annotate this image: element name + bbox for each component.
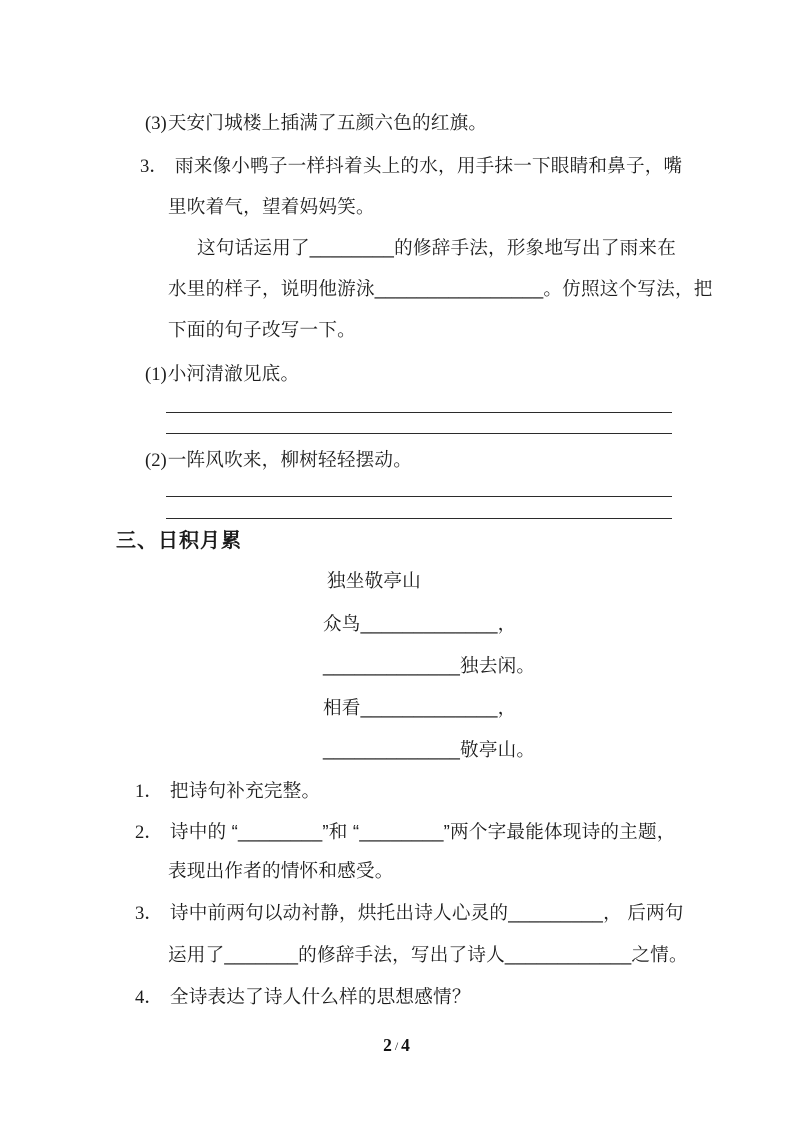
rewrite-item-1-line [145, 362, 299, 386]
question-4-text: 全诗表达了诗人什么样的思想感情？ [169, 986, 471, 1007]
question-3-line-2: 运用了_______的修辞手法，写出了诗人____________之情。 [168, 944, 688, 965]
answer-rule [166, 433, 672, 434]
rewrite-item-1-marker: (1) [145, 364, 167, 385]
answer-rule [166, 518, 672, 519]
rewrite-item-1-text: 小河清澈见底。 [167, 363, 300, 384]
question-1-marker: 1． [135, 781, 163, 802]
question-3-marker: 3． [135, 903, 163, 924]
question-2-line-1 [135, 820, 676, 844]
page-number-total: 4 [401, 1035, 410, 1055]
question-3-line-1 [135, 901, 684, 925]
page-number [0, 1035, 793, 1056]
page-number-separator: / [394, 1039, 399, 1053]
item-3-sentence-text-1: 雨来像小鸭子一样抖着头上的水，用手抹一下眼睛和鼻子，嘴 [174, 155, 683, 176]
rewrite-item-2-line [145, 448, 412, 472]
poem-line-1: 众鸟_____________， [323, 613, 517, 634]
poem-line-4: _____________敬亭山。 [323, 739, 536, 760]
poem-title: 独坐敬亭山 [327, 570, 421, 591]
sub-item-3-marker: (3) [145, 113, 167, 134]
item-3-marker: 3． [140, 156, 168, 177]
question-2-marker: 2． [135, 822, 163, 843]
poem-line-2: _____________独去闲。 [323, 655, 536, 676]
sub-item-3-line [145, 111, 487, 135]
item-3-sentence-line-2: 里吹着气，望着妈妈笑。 [168, 196, 375, 217]
poem-line-3: 相看_____________， [323, 697, 517, 718]
question-1-text: 把诗句补充完整。 [169, 780, 321, 801]
item-3-analysis-line-3: 下面的句子改写一下。 [168, 319, 356, 340]
question-3-text-1: 诗中前两句以动衬静，烘托出诗人心灵的_________， 后两句 [169, 902, 684, 923]
answer-rule [166, 496, 672, 497]
question-4-marker: 4． [135, 987, 163, 1008]
page-number-current: 2 [383, 1035, 392, 1055]
answer-rule [166, 412, 672, 413]
question-2-text-1: 诗中的 “________”和 “________”两个字最能体现诗的主题， [169, 821, 676, 842]
rewrite-item-2-text: 一阵风吹来，柳树轻轻摆动。 [167, 449, 413, 470]
rewrite-item-2-marker: (2) [145, 450, 167, 471]
section-three-heading: 三、日积月累 [116, 530, 242, 552]
item-3-analysis-line-2: 水里的样子，说明他游泳________________。仿照这个写法，把 [168, 278, 713, 299]
question-2-line-2: 表现出作者的情怀和感受。 [168, 860, 394, 881]
item-3-sentence-line-1 [140, 154, 682, 178]
question-1-line [135, 779, 320, 803]
sub-item-3-text: 天安门城楼上插满了五颜六色的红旗。 [167, 112, 488, 133]
item-3-analysis-line-1: 这句话运用了________的修辞手法，形象地写出了雨来在 [197, 237, 676, 258]
question-4-line [135, 985, 471, 1009]
